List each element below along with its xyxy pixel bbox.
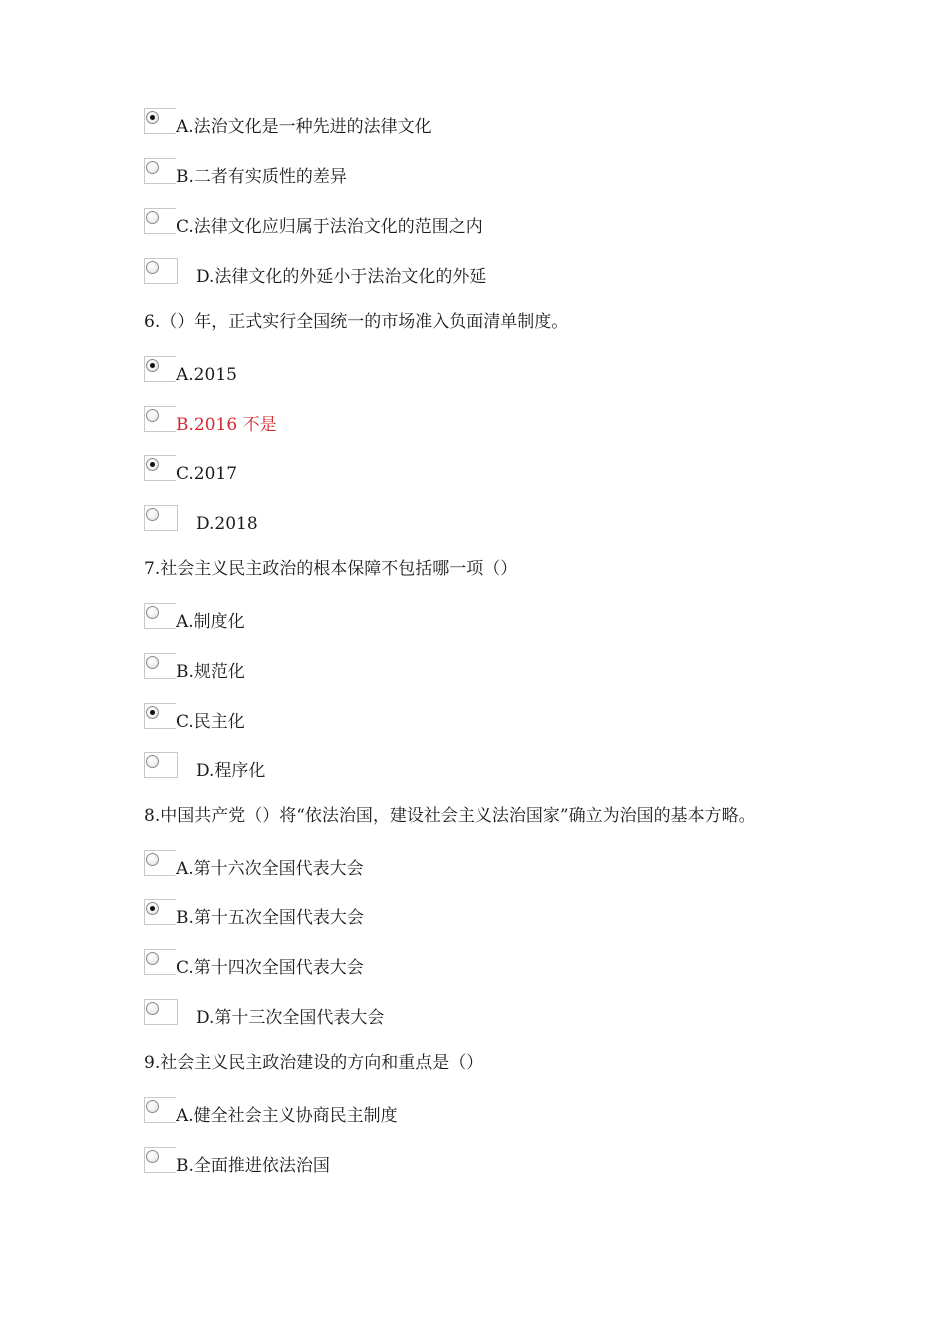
option-label: B.全面推进依法治国 [176, 1156, 330, 1176]
radio-button[interactable] [146, 1100, 159, 1113]
q6-option-a[interactable] [144, 356, 844, 386]
option-label: C.民主化 [176, 712, 245, 732]
option-label: D.2018 [196, 514, 258, 534]
radio-button[interactable] [146, 952, 159, 965]
q7-option-b[interactable] [144, 653, 844, 683]
option-label: A.制度化 [176, 612, 245, 632]
q7-option-d[interactable] [144, 752, 844, 782]
question-6: 6.（）年，正式实行全国统一的市场准入负面清单制度。 [144, 312, 569, 332]
radio-button[interactable] [146, 409, 159, 422]
q7-option-c[interactable] [144, 703, 844, 733]
radio-button[interactable] [146, 755, 159, 768]
option-label-wrong: B.2016 不是 [176, 415, 277, 435]
radio-button-checked[interactable] [146, 111, 159, 124]
q7-option-a[interactable] [144, 603, 844, 633]
radio-button-checked[interactable] [146, 706, 159, 719]
radio-button[interactable] [146, 261, 159, 274]
option-label: A.法治文化是一种先进的法律文化 [176, 117, 432, 137]
option-label: B.规范化 [176, 662, 245, 682]
radio-button[interactable] [146, 1002, 159, 1015]
q6-option-b[interactable] [144, 406, 844, 436]
option-label: D.第十三次全国代表大会 [196, 1008, 385, 1028]
option-label: D.法律文化的外延小于法治文化的外延 [196, 267, 487, 287]
radio-button-checked[interactable] [146, 902, 159, 915]
q5-option-b[interactable] [144, 158, 844, 188]
q5-option-a[interactable] [144, 108, 844, 138]
option-label: A.2015 [176, 365, 237, 385]
radio-button-checked[interactable] [146, 458, 159, 471]
radio-button[interactable] [146, 211, 159, 224]
q8-option-b[interactable] [144, 899, 844, 929]
question-8: 8.中国共产党（）将“依法治国，建设社会主义法治国家”确立为治国的基本方略。 [144, 806, 756, 826]
q8-option-a[interactable] [144, 850, 844, 880]
option-label: B.第十五次全国代表大会 [176, 908, 364, 928]
option-label: C.第十四次全国代表大会 [176, 958, 364, 978]
q8-option-d[interactable] [144, 999, 844, 1029]
q6-option-d[interactable] [144, 505, 844, 535]
radio-button[interactable] [146, 656, 159, 669]
option-label: B.二者有实质性的差异 [176, 167, 347, 187]
option-label: D.程序化 [196, 761, 266, 781]
radio-button-checked[interactable] [146, 359, 159, 372]
q9-option-a[interactable] [144, 1097, 844, 1127]
option-label: C.2017 [176, 464, 238, 484]
option-label: A.第十六次全国代表大会 [176, 859, 364, 879]
radio-button[interactable] [146, 606, 159, 619]
question-9: 9.社会主义民主政治建设的方向和重点是（） [144, 1053, 484, 1073]
radio-button[interactable] [146, 161, 159, 174]
radio-button[interactable] [146, 1150, 159, 1163]
radio-button[interactable] [146, 853, 159, 866]
q9-option-b[interactable] [144, 1147, 844, 1177]
radio-button[interactable] [146, 508, 159, 521]
option-label: C.法律文化应归属于法治文化的范围之内 [176, 217, 483, 237]
q6-option-c[interactable] [144, 455, 844, 485]
q8-option-c[interactable] [144, 949, 844, 979]
option-label: A.健全社会主义协商民主制度 [176, 1106, 398, 1126]
q5-option-c[interactable] [144, 208, 844, 238]
q5-option-d[interactable] [144, 258, 844, 288]
question-7: 7.社会主义民主政治的根本保障不包括哪一项（） [144, 559, 518, 579]
